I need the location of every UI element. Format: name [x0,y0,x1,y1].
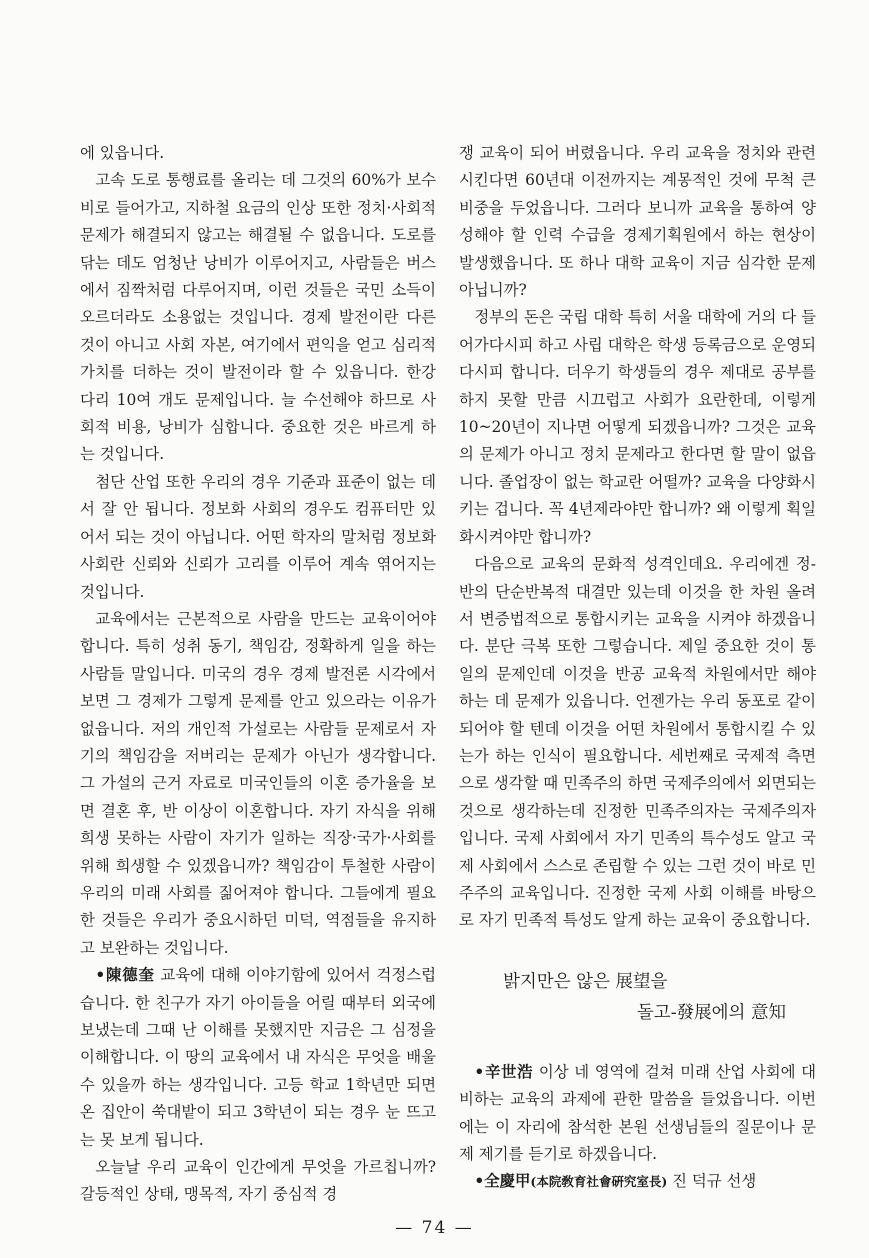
speaker-text: 이상 네 영역에 걸쳐 미래 산업 사회에 대비하는 교육의 과제에 관한 말씀을 들었읍니다. 이번에는 이 자리에 참석한 본원 선생님들의 질문이나 문제 제기를 듣기로 하겠읍니다. [459,1062,816,1163]
paragraph: 다음으로 교육의 문화적 성격인데요. 우리에겐 정-반의 단순반복적 대결만 있는데 이것을 한 차원 올려서 변증법적으로 통합시키는 교육을 시켜야 하겠읍니다. 분단 극복 또한 그렇습니다. 제일 중요한 것이 통일의 문제인데 이것을 반공 교육적 차원에서만 해야 하는 데 문제가 있읍니다. 언젠가는 우리 동포로 같이 되어야 할 텐데 이것을 어떤 차원에서 통합시킬 수 있는가 하는 인식이 필요합니다. 세번째로 국제적 측면으로 생각할 때 민족주의 하면 국제주의에서 외면되는 것으로 생각하는데 진정한 민족주의자는 국제주의자입니다. 국제 사회에서 자기 민족의 특수성도 알고 국제 사회에서 스스로 존립할 수 있는 그런 것이 바로 민주주의 교육입니다. 진정한 국제 사회 이해를 바탕으로 자기 민족적 특성도 알게 하는 교육이 중요합니다. [459,555,816,930]
right-column [459,140,816,1196]
speaker-paragraph [459,1059,816,1169]
paragraph: 오늘날 우리 교육이 인간에게 무엇을 가르칩니까? 갈등적인 상태, 맹목적, 자기 중심적 경 [80,1158,436,1204]
speaker-name: •全慶甲 [474,1172,531,1191]
speaker-text: 진 덕규 선생 [672,1172,757,1191]
paragraph: 첨단 산업 또한 우리의 경우 기준과 표준이 없는 데서 잘 안 됩니다. 정보화 사회의 경우도 컴퓨터만 있어서 되는 것이 아닙니다. 어떤 학자의 말처럼 정보화 사회란 신뢰와 신뢰가 고리를 이루어 계속 엮어지는 것입니다. [80,472,436,601]
speaker-affiliation: (本院敎育社會硏究室長) [530,1174,668,1190]
section-heading-line2: 돌고-發展에의 意知 [636,1002,786,1023]
speaker-name: •辛世浩 [474,1062,534,1081]
speaker-paragraph [80,962,436,1154]
paragraph: 고속 도로 통행료를 올리는 데 그것의 60%가 보수비로 들어가고, 지하철 요금의 인상 또한 정치·사회적 문제가 해결되지 않고는 해결될 수 없읍니다. 도로를 닦는 데도 엄청난 낭비가 이루어지고, 사람들은 버스에서 짐짝처럼 다루어지며, 이런 것들은 국민 소득이 오르더라도 소용없는 것입니다. 경제 발전이란 다른 것이 아니고 사회 자본, 여기에서 편익을 얻고 심리적 가치를 더하는 것이 발전이라 할 수 있읍니다. 한강 다리 10여 개도 문제입니다. 늘 수선해야 하므로 사회적 비용, 낭비가 심합니다. 중요한 것은 바르게 하는 것입니다. [80,171,436,464]
left-column [80,140,436,1209]
paragraph: 교육에서는 근본적으로 사람을 만드는 교육이어야 합니다. 특히 성취 동기, 책임감, 정확하게 일을 하는 사람들 말입니다. 미국의 경우 경제 발전론 시각에서 보면 그 경제가 그렇게 문제를 안고 있으라는 이유가 없읍니다. 저의 개인적 가설로는 사람들 문제로서 자기의 책임감을 저버리는 문제가 아닌가 생각합니다. 그 가설의 근거 자료로 미국인들의 이혼 증가율을 보면 결혼 후, 반 이상이 이혼합니다. 자기 자식을 위해 희생 못하는 사람이 자기가 일하는 직장·국가·사회를 위해 희생할 수 있겠읍니까? 책임감이 투철한 사람이 우리의 미래 사회를 짊어져야 합니다. 그들에게 필요한 것들은 우리가 중요시하던 미덕, 역점들을 유지하고 보완하는 것입니다. [80,609,436,957]
speaker-paragraph [459,1168,816,1195]
speaker-text: 교육에 대해 이야기함에 있어서 걱정스럽습니다. 한 친구가 자기 아이들을 어릴 때부터 외국에 보냈는데 그때 난 이해를 못했지만 지금은 그 심정을 이해합니다. 이 땅의 교육에서 내 자식은 무엇을 배울 수 있을까 하는 생각입니다. 고등 학교 1학년만 되면 온 집안이 쑥대밭이 되고 3학년이 되는 경우 눈 뜨고는 못 보게 됩니다. [80,966,436,1149]
section-heading-line1: 밝지만은 않은 展望을 [503,971,668,992]
speaker-name: •陳德奎 [95,966,155,985]
paragraph: 에 있읍니다. [80,144,165,162]
section-heading [459,967,816,1029]
page-number: — 74 — [395,1218,474,1238]
paragraph: 정부의 돈은 국립 대학 특히 서울 대학에 거의 다 들어가다시피 하고 사립 대학은 학생 등록금으로 운영되다시피 합니다. 더우기 학생들의 경우 제대로 공부를 하지 못할 만큼 시끄럽고 사회가 요란한데, 이렇게 10~20년이 지나면 어떻게 되겠읍니까? 그것은 교육의 문제가 아니고 정치 문제라고 한다면 할 말이 없읍니다. 졸업장이 없는 학교란 어떨까? 교육을 다양화시키는 겁니다. 꼭 4년제라야만 합니까? 왜 이렇게 획일화시켜야만 합니까? [459,308,816,546]
paragraph: 쟁 교육이 되어 버렸읍니다. 우리 교육을 정치와 관련시킨다면 60년대 이전까지는 계몽적인 것에 무척 큰 비중을 두었읍니다. 그러다 보니까 교육을 통하여 양성해야 할 인력 수급을 경제기획원에서 하는 현상이 발생했읍니다. 또 하나 대학 교육이 지금 심각한 문제 아닙니까? [459,144,816,300]
